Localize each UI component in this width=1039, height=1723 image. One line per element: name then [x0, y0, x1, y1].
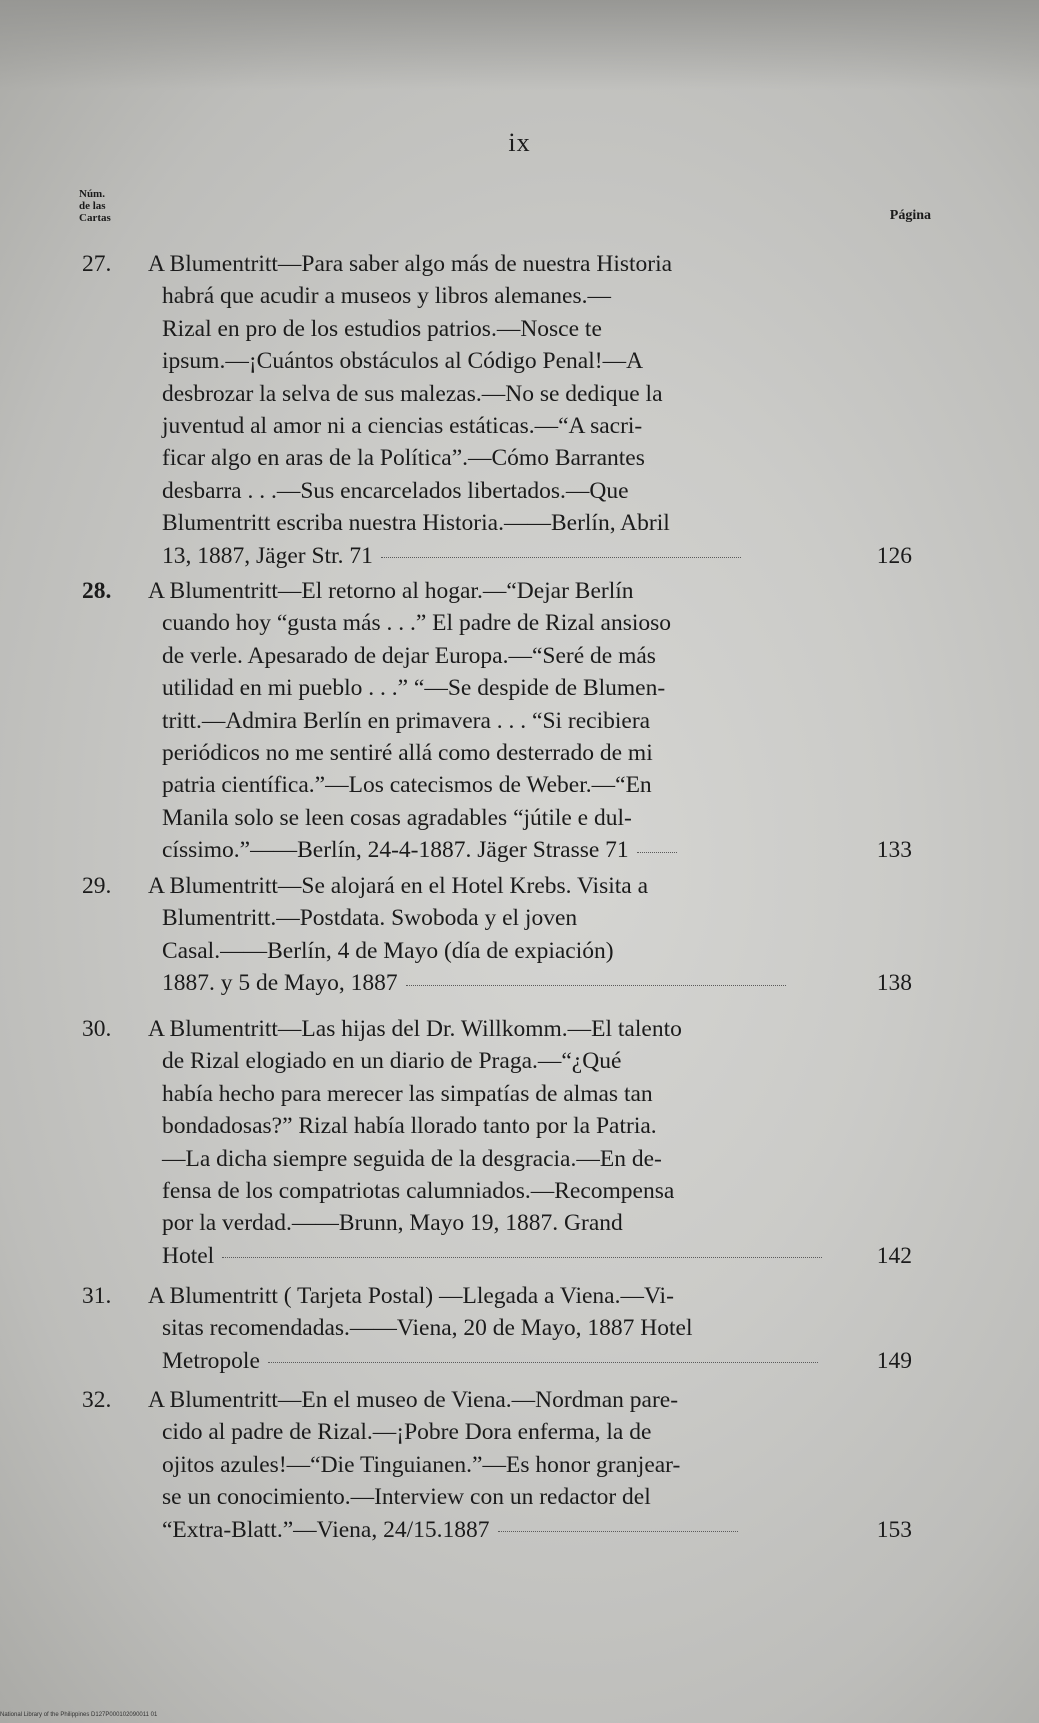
entry-line: Blumentritt.—Postdata. Swoboda y el joven	[162, 905, 578, 932]
entry-line-last	[162, 834, 852, 866]
entry-line: Casal.——Berlín, 4 de Mayo (día de expiación)	[162, 937, 614, 964]
page-number: ix	[508, 128, 531, 157]
entry-description	[148, 870, 852, 1000]
entry-line: ipsum.—¡Cuántos obstáculos al Código Penal!—A	[162, 348, 644, 375]
entry-line: A Blumentritt—Se alojará en el Hotel Krebs. Visita a	[148, 873, 649, 899]
entry-number: 30.	[82, 1016, 112, 1042]
entry-line: utilidad en mi pueblo . . .” “—Se despide de Blumen-	[162, 675, 666, 702]
entry-page-number: 138	[876, 970, 912, 997]
letter-number-column-label	[79, 188, 149, 224]
entry-line: Blumentritt escriba nuestra Historia.——Berlín, Abril	[162, 510, 670, 537]
num-label-line: Cartas	[79, 212, 111, 224]
entry-line: ojitos azules!—“Die Tinguianen.”—Es honor granjear-	[162, 1451, 681, 1478]
entry-line: cuando hoy “gusta más . . .” El padre de Rizal ansioso	[162, 610, 672, 637]
entry-line-last	[162, 1240, 852, 1272]
entry-line: cido al padre de Rizal.—¡Pobre Dora enferma, la de	[162, 1419, 652, 1446]
entry-line: 1887. y 5 de Mayo, 1887	[162, 970, 398, 997]
entry-line: císsimo.”——Berlín, 24-4-1887. Jäger Strasse 71	[162, 837, 629, 864]
entry-line: Manila solo se leen cosas agradables “jútile e dul-	[162, 804, 632, 831]
entry-number: 29.	[82, 873, 112, 899]
toc-entry	[82, 1280, 912, 1377]
entry-line: Rizal en pro de los estudios patrios.—Nosce te	[162, 315, 602, 342]
num-label-line: de las	[79, 200, 106, 212]
toc-entry	[82, 575, 912, 867]
entry-line: Hotel	[162, 1242, 215, 1269]
entry-page-number: 149	[876, 1347, 912, 1374]
entry-line-last	[162, 1514, 852, 1546]
num-label-line: Núm.	[79, 188, 105, 200]
entry-line: de Rizal elogiado en un diario de Praga.—“¿Qué	[162, 1048, 622, 1075]
entry-line: habrá que acudir a museos y libros alemanes.—	[162, 283, 611, 310]
toc-entry	[82, 870, 912, 1000]
entry-line: sitas recomendadas.——Viena, 20 de Mayo, 1887 Hotel	[162, 1315, 693, 1342]
entry-line: A Blumentritt—Para saber algo más de nuestra Historia	[148, 251, 673, 277]
entry-line: “Extra-Blatt.”—Viena, 24/15.1887	[162, 1516, 490, 1543]
entry-line: Metropole	[162, 1347, 260, 1374]
entry-line: había hecho para merecer las simpatías de almas tan	[162, 1080, 653, 1107]
entry-line-last	[162, 540, 852, 572]
entry-page-number: 142	[876, 1242, 912, 1269]
entry-line: 13, 1887, Jäger Str. 71	[162, 542, 373, 569]
dot-leader	[406, 984, 786, 986]
entry-description	[148, 1280, 852, 1377]
entry-line: desbarra . . .—Sus encarcelados libertados.—Que	[162, 477, 629, 504]
entry-line: por la verdad.——Brunn, Mayo 19, 1887. Grand	[162, 1210, 623, 1237]
entry-page-number: 133	[876, 837, 912, 864]
entry-line: fensa de los compatriotas calumniados.—Recompensa	[162, 1178, 675, 1205]
entry-description	[148, 575, 852, 867]
entry-line: se un conocimiento.—Interview con un redactor del	[162, 1484, 651, 1511]
dot-leader	[381, 556, 741, 558]
scan-shadow	[0, 0, 1039, 90]
entry-line: patria científica.”—Los catecismos de Weber.—“En	[162, 772, 652, 799]
entry-line-last	[162, 1345, 852, 1377]
scan-footer: National Library of the Philippines D127P000102090011 01	[0, 1712, 158, 1718]
dot-leader	[268, 1361, 818, 1363]
entry-line: tritt.—Admira Berlín en primavera . . . “Si recibiera	[162, 707, 651, 734]
toc-entry	[82, 1384, 912, 1546]
page-column-label: Página	[889, 208, 931, 223]
entry-line: A Blumentritt ( Tarjeta Postal) —Llegada a Viena.—Vi-	[148, 1283, 674, 1309]
entry-line: bondadosas?” Rizal había llorado tanto por la Patria.	[162, 1113, 657, 1140]
entry-number: 32.	[82, 1387, 112, 1413]
toc-entry	[82, 248, 912, 572]
entry-line: periódicos no me sentiré allá como desterrado de mi	[162, 740, 653, 767]
entry-line: juventud al amor ni a ciencias estáticas.—“A sacri-	[162, 413, 643, 440]
toc-entry	[82, 1013, 912, 1272]
entry-number: 28.	[82, 578, 112, 604]
dot-leader	[222, 1256, 822, 1258]
dot-leader	[498, 1530, 738, 1532]
entry-description	[148, 1013, 852, 1272]
entry-line: A Blumentritt—Las hijas del Dr. Willkomm.—El talento	[148, 1016, 682, 1042]
entry-description	[148, 1384, 852, 1546]
entry-line-last	[162, 967, 852, 999]
entry-line: ficar algo en aras de la Política”.—Cómo Barrantes	[162, 445, 645, 472]
dot-leader	[637, 851, 677, 853]
entry-line: —La dicha siempre seguida de la desgracia.—En de-	[162, 1145, 662, 1172]
entry-line: de verle. Apesarado de dejar Europa.—“Seré de más	[162, 642, 656, 669]
entry-line: A Blumentritt—En el museo de Viena.—Nordman pare-	[148, 1387, 679, 1413]
entry-page-number: 153	[876, 1516, 912, 1543]
entry-line: A Blumentritt—El retorno al hogar.—“Dejar Berlín	[148, 578, 634, 604]
entry-line: desbrozar la selva de sus malezas.—No se dedique la	[162, 380, 663, 407]
entry-number: 27.	[82, 251, 112, 277]
entry-description	[148, 248, 852, 572]
entry-number: 31.	[82, 1283, 112, 1309]
entry-page-number: 126	[876, 542, 912, 569]
